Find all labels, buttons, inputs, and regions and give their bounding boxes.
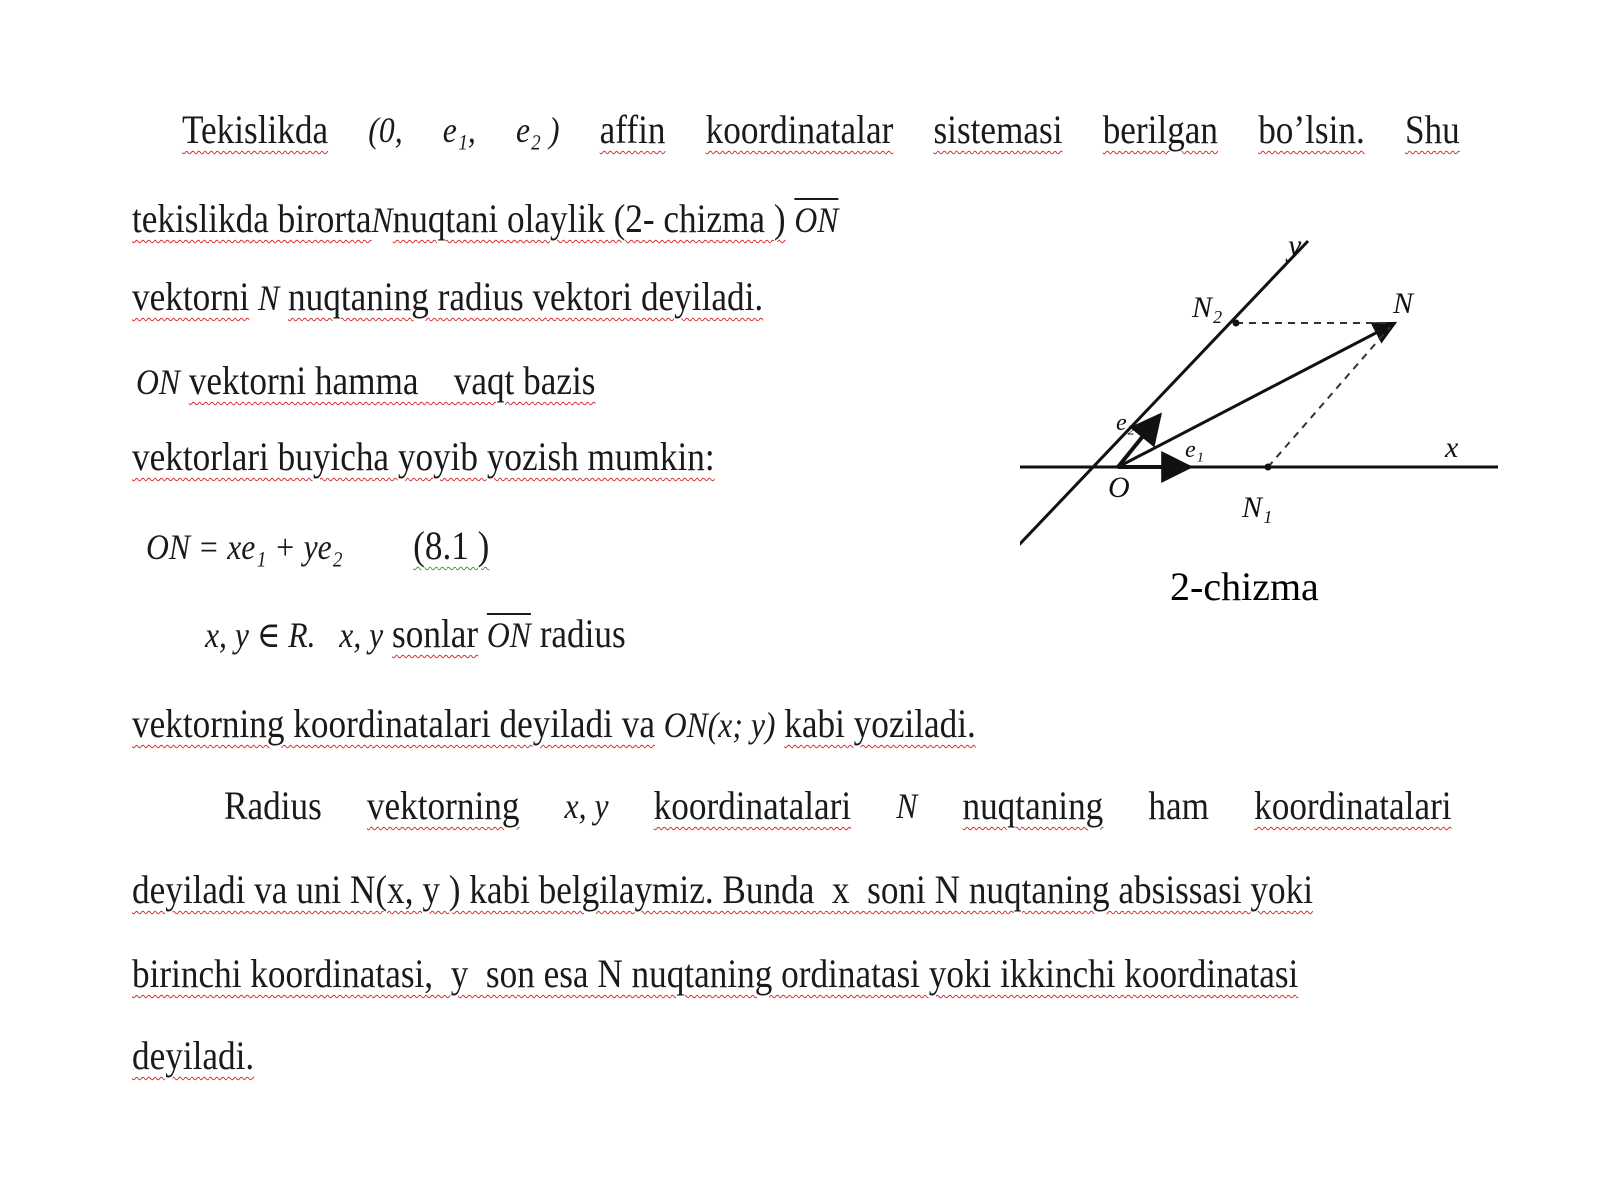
label-origin: O bbox=[1108, 471, 1130, 504]
word: koordinatalari bbox=[653, 783, 852, 828]
math-vector-on: $\overline{ON}$ bbox=[794, 200, 839, 240]
label-n1: N₁ bbox=[1242, 491, 1273, 524]
math-n: N bbox=[371, 200, 393, 240]
formula-8-1: ON = xe₁ + ye₂ bbox=[146, 527, 343, 567]
text-run: nuqtani olaylik (2- chizma ) bbox=[392, 196, 786, 241]
word: bo’lsin. bbox=[1258, 107, 1365, 152]
label-x-axis: x bbox=[1445, 431, 1459, 464]
paragraph1-line8 bbox=[132, 700, 1320, 749]
text-run: vektorning koordinatalari deyiladi va bbox=[132, 701, 655, 746]
word: radius bbox=[539, 611, 626, 656]
math-xy-in-r: x, y ∈ R. x, y bbox=[205, 615, 384, 655]
math-frame-origin: (0, bbox=[368, 110, 403, 150]
word: berilgan bbox=[1102, 107, 1219, 152]
word: sistemasi bbox=[933, 107, 1063, 152]
dashed-line-n1-n bbox=[1268, 327, 1390, 467]
text-run: kabi yoziladi. bbox=[784, 701, 976, 746]
text-run: vektorlari buyicha yoyib yozish mumkin: bbox=[132, 434, 715, 479]
point-n1 bbox=[1265, 464, 1272, 471]
word: koordinatalar bbox=[705, 107, 894, 152]
math-n: N bbox=[258, 278, 280, 318]
paragraph2-line2 bbox=[132, 866, 1452, 914]
math-basis-e2: e₂ ) bbox=[515, 110, 560, 150]
label-n2: N₂ bbox=[1192, 291, 1223, 324]
word: affin bbox=[599, 107, 666, 152]
word: Shu bbox=[1404, 107, 1460, 152]
word: koordinatalari bbox=[1254, 783, 1452, 828]
math-basis-e1: e₁, bbox=[442, 110, 476, 150]
label-e2: e₂ bbox=[1116, 410, 1135, 436]
word: Tekislikda bbox=[182, 107, 329, 152]
figure-caption: 2-chizma bbox=[1170, 564, 1319, 609]
paragraph1-line1 bbox=[182, 106, 1460, 154]
word: vektorning bbox=[366, 783, 520, 828]
text-run: birinchi koordinatasi, y son esa N nuqtaning ordinatasi yoki ikkinchi koordinatasi bbox=[132, 951, 1299, 996]
text-run: nuqtaning radius vektori deyiladi. bbox=[288, 274, 764, 319]
text-run: deyiladi. bbox=[132, 1033, 255, 1078]
math-n: N bbox=[896, 786, 918, 826]
word: ham bbox=[1148, 783, 1210, 828]
paragraph2-line1 bbox=[224, 782, 1452, 830]
math-vector-on: $\overline{ON}$ bbox=[486, 615, 531, 655]
math-vector-on: ON bbox=[136, 362, 181, 402]
paragraph2-line3 bbox=[132, 950, 1452, 998]
word: sonlar bbox=[392, 611, 479, 656]
paragraph2-line4 bbox=[132, 1032, 1320, 1080]
math-on-coordinates: ON(x; y) bbox=[663, 705, 776, 745]
word: nuqtaning bbox=[962, 783, 1104, 828]
math-xy: x, y bbox=[564, 786, 609, 826]
text-run: vektorni bbox=[132, 274, 250, 319]
label-n: N bbox=[1393, 287, 1414, 320]
formula-number: (8.1 ) bbox=[413, 523, 490, 568]
text-run: vektorni hamma vaqt bazis bbox=[188, 358, 596, 403]
figure-2-chizma bbox=[1020, 225, 1500, 625]
text-run: deyiladi va uni N(x, y ) kabi belgilaymiz. Bunda x soni N nuqtaning absissasi yoki bbox=[132, 867, 1313, 912]
label-e1: e₁ bbox=[1185, 437, 1204, 463]
point-n2 bbox=[1233, 320, 1240, 327]
text-run: tekislikda birorta bbox=[132, 196, 372, 241]
label-y-axis: y bbox=[1288, 229, 1302, 262]
word: Radius bbox=[224, 783, 322, 828]
